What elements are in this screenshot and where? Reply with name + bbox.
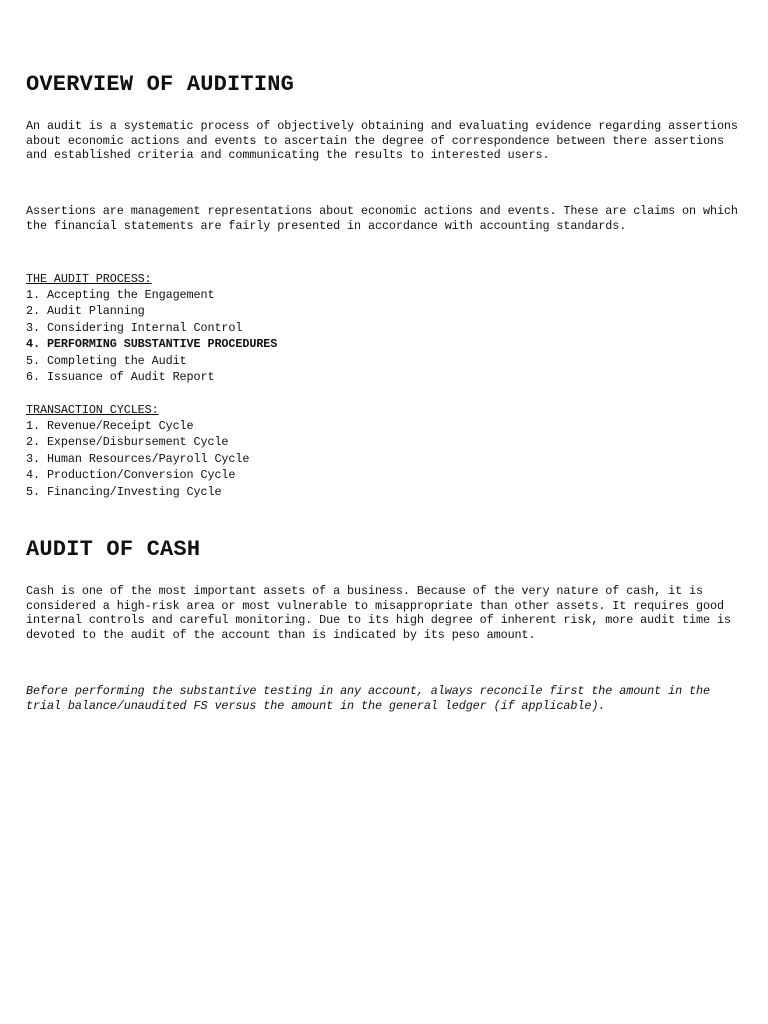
audit-process-label: THE AUDIT PROCESS: xyxy=(26,272,152,286)
list-item: 5. Completing the Audit xyxy=(26,353,187,368)
cash-paragraph: Cash is one of the most important assets of a business. Because of the very nature of cash, it is considered a high-risk area or most vulnerable to misappropriate than other assets. It requires good internal controls and careful monitoring. Due to its high degree of inherent risk, more audit time is devoted to the audit of the account than is indicated by its peso amount. xyxy=(26,584,731,642)
list-item-highlighted: 4. PERFORMING SUBSTANTIVE PROCEDURES xyxy=(26,337,278,352)
list-item: 5. Financing/Investing Cycle xyxy=(26,484,222,499)
assertions-paragraph: Assertions are management representations about economic actions and events. These are claims on which the financial statements are fairly presented in accordance with accounting standards. xyxy=(26,204,738,233)
list-item: 1. Accepting the Engagement xyxy=(26,288,215,302)
list-item: 2. Audit Planning xyxy=(26,304,145,319)
list-item: 6. Issuance of Audit Report xyxy=(26,369,215,384)
audit-definition-paragraph: An audit is a systematic process of objectively obtaining and evaluating evidence regarding assertions about economic actions and events to ascertain the degree of correspondence between there assertions and established criteria and communicating the results to interested users. xyxy=(26,119,738,162)
transaction-cycles-label: TRANSACTION CYCLES: xyxy=(26,403,159,417)
list-item: 3. Considering Internal Control xyxy=(26,320,243,335)
transaction-cycles-list xyxy=(26,418,249,500)
audit-of-cash-heading: AUDIT OF CASH xyxy=(26,537,201,562)
list-item: 4. Production/Conversion Cycle xyxy=(26,468,236,483)
list-item: 2. Expense/Disbursement Cycle xyxy=(26,435,229,450)
reconciliation-note: Before performing the substantive testing in any account, always reconcile first the amount in the trial balance/unaudited FS versus the amount in the general ledger (if applicable). xyxy=(26,684,710,713)
list-item: 3. Human Resources/Payroll Cycle xyxy=(26,451,250,466)
audit-process-list xyxy=(26,287,277,385)
overview-heading: OVERVIEW OF AUDITING xyxy=(26,72,295,97)
list-item: 1. Revenue/Receipt Cycle xyxy=(26,419,194,433)
